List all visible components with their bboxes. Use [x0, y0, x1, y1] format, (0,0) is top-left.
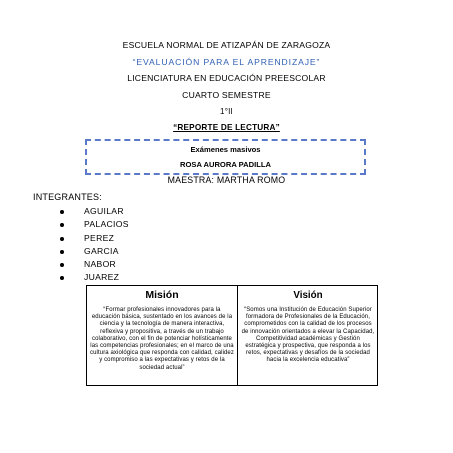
list-item	[60, 205, 129, 218]
course-title: “EVALUACIÓN PARA EL APRENDIZAJE”	[132, 57, 321, 67]
vision-column	[240, 286, 376, 385]
mision-column	[89, 286, 235, 385]
column-divider	[237, 286, 238, 385]
bullet-icon	[60, 263, 64, 267]
member-name: GARCIA	[84, 245, 119, 256]
mision-text: “Formar profesionales innovadores para la educación básica, sustentado en los avances de la ciencia y la tecnología de manera interactiva, reflexiva y propositiva, a través de un trabajo colaborativo, con el fin de potenciar holísticamente las competencias profesionales; en el marco de una cultura axiológica que responda con calidad, calidez y compromiso a las expectativas y retos de la sociedad actual”	[90, 307, 234, 371]
integrantes-label: INTEGRANTES:	[33, 192, 102, 202]
list-item	[60, 218, 129, 231]
list-item	[60, 258, 129, 271]
list-item	[60, 232, 129, 245]
report-title: “REPORTE DE LECTURA”	[173, 123, 280, 132]
member-name: NABOR	[84, 259, 117, 270]
vision-text: “Somos una Institución de Educación Superior formadora de Profesionales de la Educación, comprometidos con la calidad de los procesos de innovación orientados a elevar la Capacidad, Competitividad académicas y Gestión estratégica y prospectiva, que responda a los retos, expectativas y desafíos de la sociedad hacia la excelencia educativa”	[241, 307, 375, 364]
degree-name: LICENCIATURA EN EDUCACIÓN PREESCOLAR	[127, 73, 326, 83]
bullet-icon	[60, 223, 64, 227]
bullet-icon	[60, 237, 64, 241]
reading-author: ROSA AURORA PADILLA	[180, 160, 271, 169]
school-name: ESCUELA NORMAL DE ATIZAPÁN DE ZARAGOZA	[122, 40, 331, 50]
members-list	[60, 205, 129, 285]
bullet-icon	[60, 210, 64, 214]
member-name: PALACIOS	[84, 219, 129, 230]
member-name: AGUILAR	[84, 206, 124, 216]
reading-info-box	[85, 139, 366, 175]
member-name: PEREZ	[84, 232, 115, 243]
bullet-icon	[60, 250, 64, 254]
reading-topic: Exámenes masivos	[190, 145, 261, 154]
list-item	[60, 271, 129, 284]
teacher-name: MAESTRA: MARTHA ROMO	[167, 175, 286, 185]
group: 1°II	[220, 107, 233, 116]
list-item	[60, 245, 129, 258]
member-name: JUAREZ	[84, 272, 120, 283]
bullet-icon	[60, 276, 64, 280]
mision-title: Misión	[145, 289, 179, 301]
mission-vision-table	[86, 285, 378, 386]
semester: CUARTO SEMESTRE	[182, 90, 271, 100]
vision-title: Visión	[293, 290, 323, 301]
